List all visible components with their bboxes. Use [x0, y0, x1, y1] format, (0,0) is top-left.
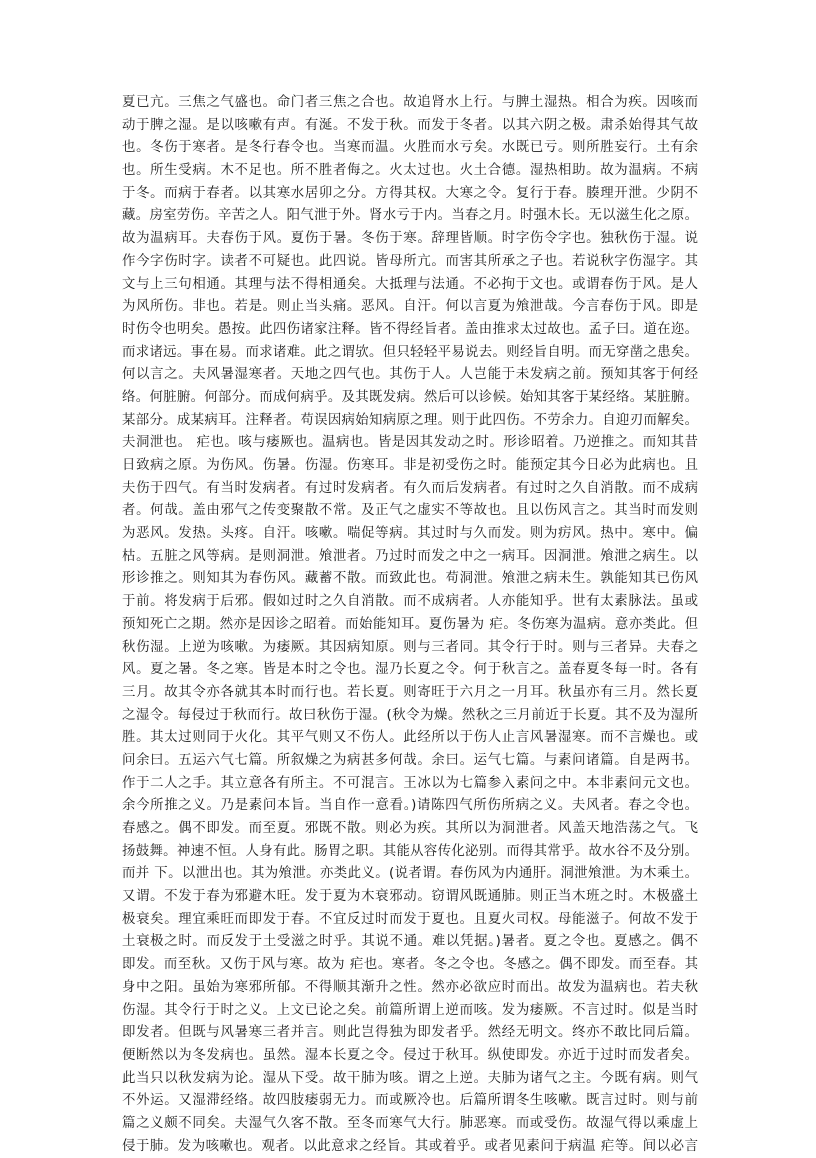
text-line: 于前。将发病于后邪。假如过时之久自消散。而不成病者。人亦能知乎。世有太素脉法。虽或 — [122, 594, 698, 610]
text-line: 作于二人之手。其立意各有所主。不可混言。王冰以为七篇参入素问之中。本非素问元文也。 — [122, 775, 698, 791]
text-line: 预知死亡之期。然亦是因诊之昭着。而始能知耳。夏伤暑为 疟。冬伤寒为温病。意亦类此。但 — [122, 616, 698, 632]
text-line: 伤湿。其令行于时之义。上文已论之矣。前篇所谓上逆而咳。发为痿厥。不言过时。似是当时 — [122, 1002, 698, 1018]
text-line: 身中之阳。虽始为寒邪所郁。不得顺其渐升之性。然亦必欲应时而出。故发为温病也。若夫秋 — [122, 979, 698, 995]
text-block — [122, 92, 698, 1158]
text-line: 胜。其太过则同于火化。其平气则又不伤人。此经所以于伤人止言风暑湿寒。而不言燥也。或 — [122, 730, 698, 746]
text-line: 此当只以秋发病为论。湿从下受。故干肺为咳。谓之上逆。夫肺为诸气之主。今既有病。则气 — [122, 1070, 698, 1086]
text-line: 日致病之原。为伤风。伤暑。伤湿。伤寒耳。非是初受伤之时。能预定其今日必为此病也。且 — [122, 458, 698, 473]
text-line: 络。何脏腑。何部分。而成何病乎。及其既发病。然后可以诊候。始知其客于某经络。某脏腑。 — [122, 389, 698, 405]
text-line: 三月。故其令亦各就其本时而行也。若长夏。则寄旺于六月之一月耳。秋虽亦有三月。然长夏 — [122, 684, 698, 700]
text-line: 即发者。但既与风暑寒三者并言。则此岂得独为即发者乎。然经无明文。终亦不敢比同后篇。 — [122, 1025, 698, 1041]
text-line: 即发。而至秋。又伤于风与寒。故为 疟也。寒者。冬之令也。冬感之。偶不即发。而至春。其 — [122, 957, 698, 973]
text-line: 篇之义颇不同矣。夫湿气久客不散。至冬而寒气大行。肺恶寒。而或受伤。故湿气得以乘虚上 — [122, 1115, 698, 1131]
text-line: 余今所推之义。乃是素问本旨。当自作一意看。)请陈四气所伤所病之义。夫风者。春之令也。 — [122, 798, 698, 814]
text-line: 夫伤于四气。有当时发病者。有过时发病者。有久而后发病者。有过时之久自消散。而不成病 — [122, 480, 698, 496]
text-line: 也。所生受病。木不足也。所不胜者侮之。火太过也。火土合德。湿热相助。故为温病。不病 — [122, 163, 698, 179]
text-line: 动于脾之湿。是以咳嗽有声。有涎。不发于秋。而发于冬者。以其六阴之极。肃杀始得其气故 — [122, 117, 698, 133]
text-line: 故为温病耳。夫春伤于风。夏伤于暑。冬伤于寒。辞理皆顺。时字伤令字也。独秋伤于湿。说 — [122, 231, 698, 247]
text-line: 时伤令也明矣。愚按。此四伤诸家注释。皆不得经旨者。盖由推求太过故也。孟子曰。道在迩。 — [122, 321, 698, 337]
text-line: 何以言之。夫风暑湿寒者。天地之四气也。其伤于人。人岂能于未发病之前。预知其客于何经 — [122, 367, 698, 383]
text-line: 藏。房室劳伤。辛苦之人。阳气泄于外。肾水亏于内。当春之月。时强木长。无以滋生化之原。 — [122, 208, 698, 224]
text-line: 春感之。偶不即发。而至夏。邪既不散。则必为疾。其所以为洞泄者。风盖天地浩荡之气。飞 — [122, 821, 698, 836]
text-line: 秋伤湿。上逆为咳嗽。为痿厥。其因病知原。则与三者同。其令行于时。则与三者异。夫春之 — [122, 639, 698, 655]
text-line: 侵于肺。发为咳嗽也。观者。以此意求之经旨。其或着乎。或者见素问于病温 疟等。间以必言 — [122, 1138, 698, 1154]
text-line: 之湿令。每侵过于秋而行。故曰秋伤于湿。(秋令为燥。然秋之三月前近于长夏。其不及为湿所 — [122, 707, 698, 723]
text-line: 不外运。又湿滞经络。故四肢痿弱无力。而或厥冷也。后篇所谓冬生咳嗽。既言过时。则与前 — [122, 1093, 698, 1109]
text-line: 作今字伤时字。读者不可疑也。此四说。皆母所亢。而害其所承之子也。若说秋字伤湿字。其 — [122, 253, 698, 269]
text-line: 而并 下。以泄出也。其为飧泄。亦类此义。(说者谓。春伤风为内通肝。洞泄飧泄。为木乘土。 — [122, 866, 698, 882]
text-line: 风。夏之暑。冬之寒。皆是本时之令也。湿乃长夏之令。何于秋言之。盖春夏冬每一时。各有 — [122, 662, 698, 678]
text-line: 便断然以为冬发病也。虽然。湿本长夏之令。侵过于秋耳。纵使即发。亦近于过时而发者矣。 — [122, 1047, 698, 1063]
text-line: 又谓。不发于春为邪避木旺。发于夏为木衰邪动。窃谓风既通肺。则正当木班之时。木极盛土 — [122, 889, 698, 905]
text-line: 扬鼓舞。神速不恒。人身有此。肠胃之职。其能从容传化泌别。而得其常乎。故水谷不及分别。 — [122, 843, 698, 859]
text-line: 土衰极之时。而反发于土受滋之时乎。其说不通。难以凭据。)暑者。夏之令也。夏感之。偶不 — [122, 934, 698, 950]
text-line: 枯。五脏之风等病。是则洞泄。飧泄者。乃过时而发之中之一病耳。因洞泄。飧泄之病生。以 — [122, 548, 698, 564]
text-line: 为风所伤。非也。若是。则止当头痛。恶风。自汗。何以言夏为飧泄哉。今言春伤于风。即是 — [122, 299, 698, 315]
text-line: 极衰矣。理宜乘旺而即发于春。不宜反过时而发于夏也。且夏火司权。母能滋子。何故不发于 — [122, 911, 698, 927]
text-line: 形诊推之。则知其为春伤风。藏蓄不散。而致此也。苟洞泄。飧泄之病未生。孰能知其已伤风 — [122, 571, 698, 587]
text-line: 问余曰。五运六气七篇。所叙燥之为病甚多何哉。余曰。运气七篇。与素问诸篇。自是两书。 — [122, 752, 698, 768]
text-line: 某部分。成某病耳。注释者。苟误因病始知病原之理。则于此四伤。不劳余力。自迎刃而解矣。 — [122, 412, 698, 428]
text-line: 为恶风。发热。头疼。自汗。咳嗽。喘促等病。其过时与久而发。则为疠风。热中。寒中。偏 — [122, 526, 698, 542]
text-line: 也。冬伤于寒者。是冬行春令也。当寒而温。火胜而水亏矣。水既已亏。则所胜妄行。土有余 — [122, 140, 698, 156]
text-line: 文与上三句相通。其理与法不得相通矣。大抵理与法通。不必拘于文也。或谓春伤于风。是人 — [122, 276, 698, 292]
text-line: 夏已亢。三焦之气盛也。命门者三焦之合也。故追肾水上行。与脾土湿热。相合为疾。因咳而 — [122, 95, 698, 110]
text-line: 夫洞泄也。 疟也。咳与痿厥也。温病也。皆是因其发动之时。形诊昭着。乃逆推之。而知其昔 — [122, 435, 698, 451]
text-line: 于冬。而病于春者。以其寒水居卯之分。方得其权。大寒之令。复行于春。腠理开泄。少阴不 — [122, 185, 698, 201]
text-line: 者。何哉。盖由邪气之传变聚散不常。及正气之虚实不等故也。且以伤风言之。其当时而发则 — [122, 503, 698, 519]
text-line: 而求诸远。事在易。而求诸难。此之谓欤。但只轻轻平易说去。则经旨自明。而无穿凿之患矣。 — [122, 344, 698, 360]
